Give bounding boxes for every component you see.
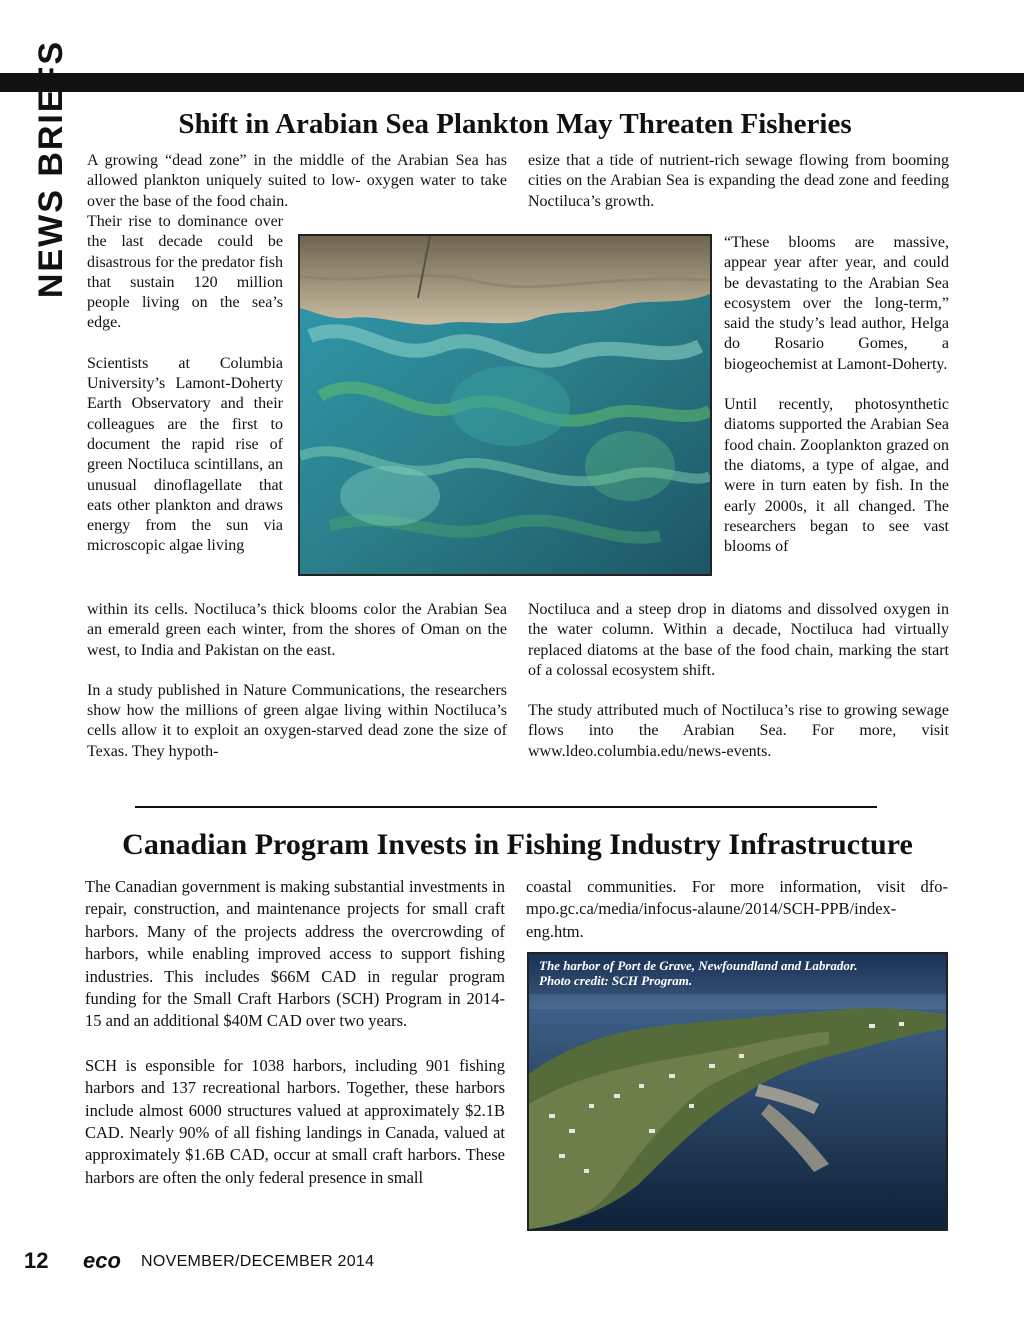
satellite-image-graphic bbox=[300, 236, 710, 574]
satellite-image bbox=[298, 234, 712, 576]
section-label bbox=[26, 40, 76, 340]
article1-paragraph: Until recently, photosynthetic diatoms supported the Arabian Sea food chain. Zooplankton grazed on the diatoms, a type of algae, and were in turn eaten by fish. In the early 2000s, it all changed. The researchers began to see vast blooms of bbox=[724, 396, 949, 556]
article1-paragraph: “These blooms are massive, appear year after year, and could be devastating to the Arabian Sea ecosystem over the long-term,” said the study’s lead author, Helga do Rosario Gomes, a biogeochemist at Lamont-Doherty. bbox=[724, 234, 949, 373]
issue-date: NOVEMBER/DECEMBER 2014 bbox=[141, 1253, 375, 1270]
article1-col2-bottom bbox=[528, 600, 949, 762]
article1-col1-bottom bbox=[87, 600, 507, 762]
article2-col1 bbox=[85, 876, 505, 1189]
article1-paragraph: Scientists at Columbia University’s Lamont-Doherty Earth Observatory and their colleagues are the first to document the rapid rise of green Noctiluca scintillans, an unusual dinoflagellate that eats other plankton and draws energy from the sun via microscopic algae living bbox=[87, 354, 283, 555]
article1-col1-top bbox=[87, 151, 507, 212]
article2-title: Canadian Program Invests in Fishing Industry Infrastructure bbox=[122, 828, 913, 861]
article1-paragraph: The study attributed much of Noctiluca’s rise to growing sewage flows into the Arabian Sea. For more, visit www.ldeo.columbia.edu/news-events. bbox=[528, 702, 949, 760]
article1-paragraph: within its cells. Noctiluca’s thick blooms color the Arabian Sea an emerald green each winter, from the shores of Oman on the west, to India and Pakistan on the east. bbox=[87, 601, 507, 659]
article1-paragraph: A growing “dead zone” in the middle of the Arabian Sea has allowed plankton uniquely suited to low- oxygen water to take over the base of the food chain. bbox=[87, 152, 507, 210]
harbor-caption-line1: The harbor of Port de Grave, Newfoundland and Labrador. bbox=[539, 958, 858, 973]
article2-paragraph: coastal communities. For more information, visit dfo-mpo.gc.ca/media/infocus-alaune/2014/SCH-PPB/index-eng.htm. bbox=[526, 877, 948, 941]
magazine-brand: eco bbox=[83, 1248, 121, 1273]
harbor-caption-line2: Photo credit: SCH Program. bbox=[539, 973, 693, 988]
harbor-photo bbox=[527, 952, 948, 1231]
article1-col1-wrap bbox=[87, 212, 283, 557]
article1-paragraph: In a study published in Nature Communications, the researchers show how the millions of green algae living within Noctiluca’s cells allow it to exploit an oxygen-starved dead zone the size of Texas. They hypoth- bbox=[87, 681, 507, 760]
section-label-text: NEWS BRIEFS bbox=[32, 40, 70, 299]
article1-paragraph: Their rise to dominance over the last decade could be disastrous for the predator fish that sustain 120 million people living on the sea’s edge. bbox=[87, 213, 283, 332]
article2-paragraph: SCH is esponsible for 1038 harbors, including 901 fishing harbors and 137 recreational harbors. Together, these harbors include almost 6000 structures valued at approximately $2.1B CAD. Nearly 90% of all fishing landings in Canada, valued at approximately $1.6B CAD, occur at small craft harbors. These harbors are often the only federal presence in small bbox=[85, 1055, 505, 1187]
article-divider bbox=[135, 806, 877, 808]
section-header-bar bbox=[0, 73, 1024, 92]
article1-title: Shift in Arabian Sea Plankton May Threaten Fisheries bbox=[178, 108, 852, 140]
harbor-photo-graphic bbox=[529, 954, 946, 1229]
article2-col2 bbox=[526, 876, 948, 943]
article1-col2-top bbox=[528, 151, 949, 212]
article2-paragraph: The Canadian government is making substantial investments in repair, construction, and maintenance projects for small craft harbors. Many of the projects address the overcrowding of harbors, while enabling improved access to support fishing industries. This includes $66M CAD in regular program funding for the Small Craft Harbors (SCH) Program in 2014-15 and an additional $40M CAD over two years. bbox=[85, 877, 505, 1031]
article1-paragraph: esize that a tide of nutrient-rich sewage flowing from booming cities on the Arabian Sea is expanding the dead zone and feeding Noctiluca’s growth. bbox=[528, 152, 949, 210]
article1-col2-wrap bbox=[724, 233, 949, 557]
article1-paragraph: Noctiluca and a steep drop in diatoms and dissolved oxygen in the water column. Within a decade, Noctiluca had virtually replaced diatoms at the base of the food chain, marking the start of a colossal ecosystem shift. bbox=[528, 601, 949, 679]
page-number: 12 bbox=[24, 1248, 49, 1273]
